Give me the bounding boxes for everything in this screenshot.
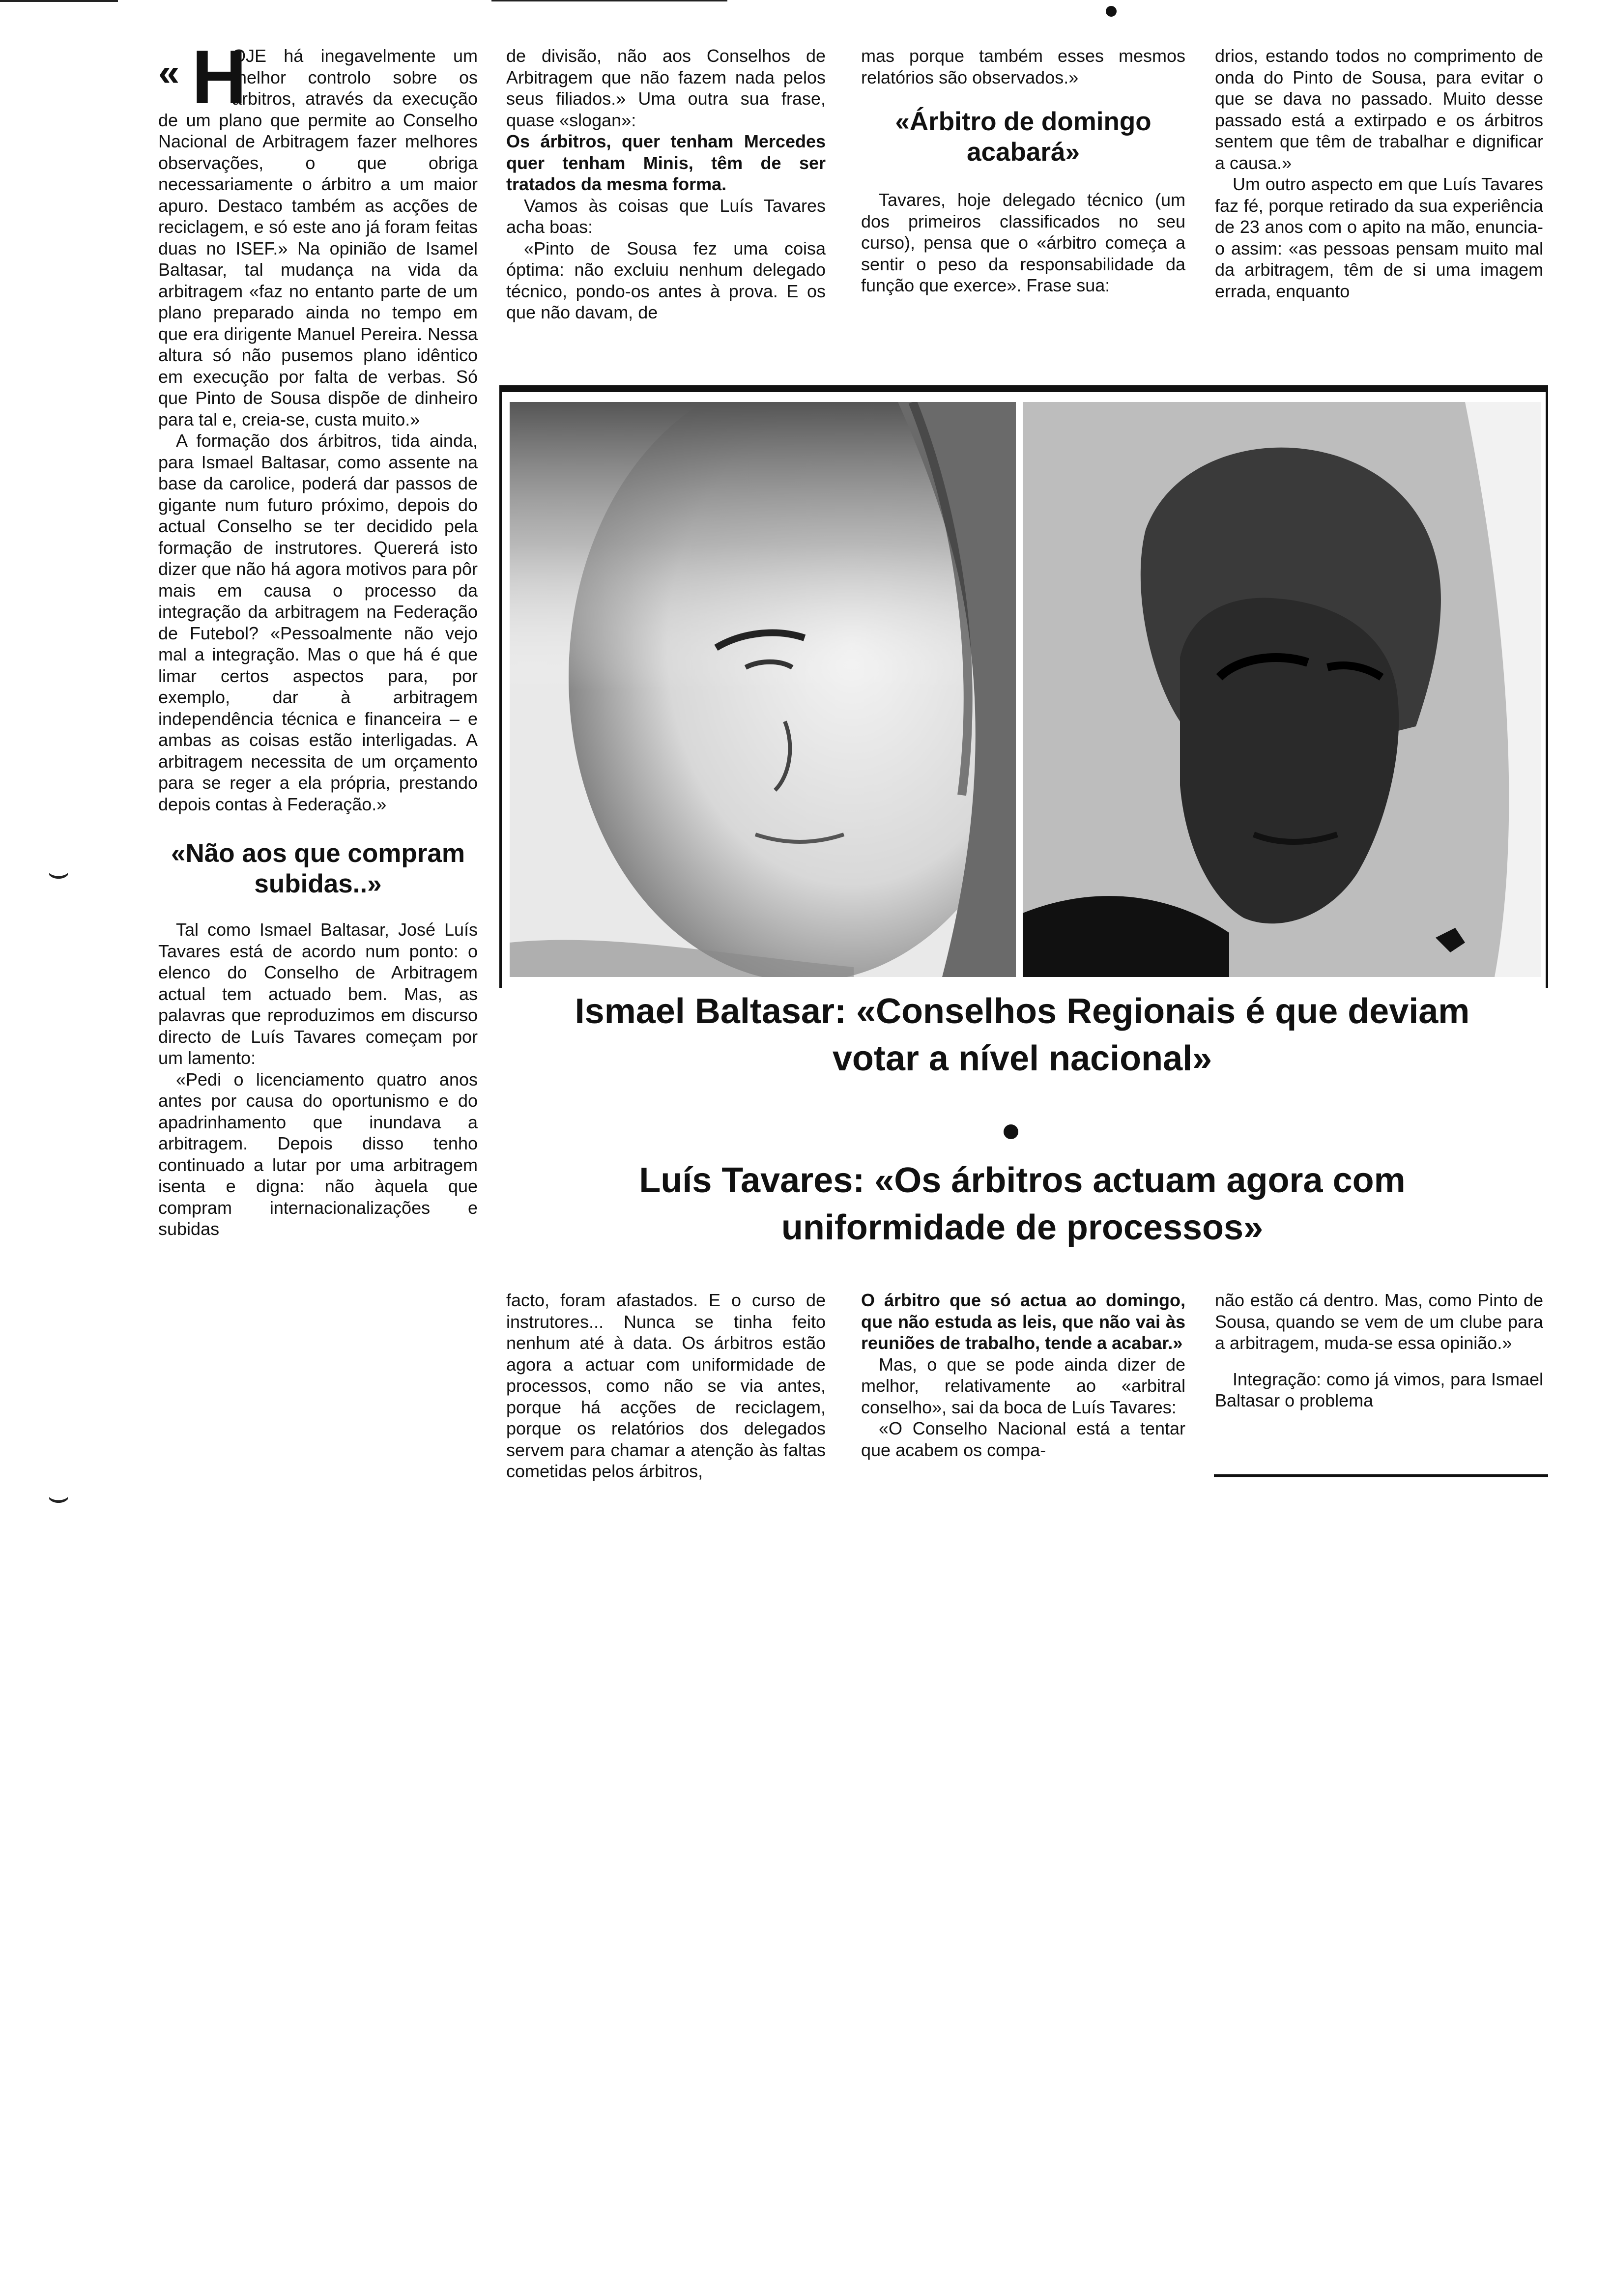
portrait-ismael-baltasar	[510, 402, 1016, 977]
column-3-top	[861, 45, 1185, 296]
column-2-bottom	[506, 1290, 826, 1482]
portrait-left-image	[510, 402, 1016, 977]
col2-paragraph-3: «Pinto de Sousa fez uma coisa óptima: não excluiu nenhum delegado técnico, pondo-os antes à prova. E os que não davam, de	[506, 238, 826, 322]
top-rule-left	[0, 0, 118, 2]
col2-paragraph-2: Vamos às coisas que Luís Tavares acha boas:	[506, 195, 826, 237]
top-bullet	[1106, 6, 1117, 17]
col4b-paragraph-2: Integração: como já vimos, para Ismael Baltasar o problema	[1215, 1369, 1543, 1410]
col3-paragraph-1: mas porque também esses mesmos relatórios são observados.»	[861, 46, 1185, 87]
column-4-bottom	[1215, 1290, 1543, 1411]
col1-paragraph-3: Tal como Ismael Baltasar, José Luís Tavares está de acordo num ponto: o elenco do Conselho de Arbitragem actual tem actuado bem. Mas, as palavras que reproduzimos em discurso directo de Luís Tavares começam por um lamento:	[158, 919, 478, 1068]
article-end-rule	[1214, 1474, 1548, 1477]
col4b-paragraph-1: não estão cá dentro. Mas, como Pinto de Sousa, quando se vem de um clube para a arbitragem, muda-se essa opinião.»	[1215, 1290, 1543, 1353]
col2-bold-quote: Os árbitros, quer tenham Mercedes quer tenham Minis, têm de ser tratados da mesma forma.	[506, 131, 826, 194]
dropcap-quote: «	[158, 51, 180, 94]
margin-mark: ⌣	[47, 1477, 70, 1516]
col1-paragraph-4: «Pedi o licenciamento quatro anos antes por causa do oportunismo e do apadrinhamento que inundava a arbitragem. Depois disso tenho continuado a lutar por uma arbitragem isenta e digna: não àquela que compram internacionalizações e subidas	[158, 1069, 478, 1239]
col3b-paragraph-1: Mas, o que se pode ainda dizer de melhor, relativamente ao «arbitral conselho», sai da boca de Luís Tavares:	[861, 1354, 1185, 1417]
dropcap-letter: H	[192, 34, 247, 119]
col1-paragraph-1: OJE há inegavelmente um melhor controlo sobre os árbitros, através da execução de um plano que permite ao Conselho Nacional de Arbitragem fazer melhores observações, o que obriga necessariamente o árbitro a um maior apuro. Destaco também as acções de reciclagem, e só este ano já foram feitas duas no ISEF.» Na opinião de Isamel Baltasar, tal mudança na vida da arbitragem «faz no entanto parte de um plano preparado ainda no tempo em que era dirigente Manuel Pereira. Nessa altura só não pusemos plano idêntico em execução por falta de verbas. Só que Pinto de Sousa dispõe de dinheiro para tal e, creia-se, custa muito.»	[158, 46, 478, 430]
top-rule-mid	[491, 0, 727, 1]
col4-paragraph-2: Um outro aspecto em que Luís Tavares faz fé, porque retirado da sua experiência de 23 anos com o apito na mão, enuncia-o assim: «as pessoas pensam muito mal da arbitragem, têm de si uma imagem errada, enquanto	[1215, 174, 1543, 301]
col2b-paragraph-1: facto, foram afastados. E o curso de instrutores... Nunca se tinha feito nenhum até à data. Os árbitros estão agora a actuar com uniformidade de processos, como não se via antes, porque há acções de reciclagem, porque os relatórios dos delegados servem para chamar a atenção às faltas cometidas pelos árbitros,	[506, 1290, 826, 1481]
subheading-nao-aos-que-compram: «Não aos que compram subidas..»	[171, 839, 465, 898]
col2-paragraph-1: de divisão, não aos Conselhos de Arbitragem que não fazem nada pelos seus filiados.» Uma outra sua frase, quase «slogan»:	[506, 46, 826, 130]
col3-paragraph-2: Tavares, hoje delegado técnico (um dos primeiros classificados no seu curso), pensa que o «árbitro começa a sentir o peso da responsabilidade da função que exerce». Frase sua:	[861, 190, 1185, 295]
portrait-right-image	[1023, 402, 1541, 977]
column-4-top	[1215, 45, 1543, 302]
headline-separator-bullet	[1004, 1124, 1018, 1139]
column-3-bottom	[861, 1290, 1185, 1461]
portrait-luis-tavares	[1023, 402, 1541, 977]
col3b-bold-quote: O árbitro que só actua ao domingo, que não estuda as leis, que não vai às reuniões de trabalho, tende a acabar.»	[861, 1290, 1185, 1353]
col3b-paragraph-2: «O Conselho Nacional está a tentar que acabem os compa-	[861, 1418, 1185, 1460]
col1-paragraph-2: A formação dos árbitros, tida ainda, para Ismael Baltasar, como assente na base da carolice, poderá dar passos de gigante num futuro próximo, depois do actual Conselho se ter decidido pela formação de instrutores. Quererá isto dizer que não há agora motivos para pôr mais em causa o processo da integração da arbitragem na Federação de Futebol? «Pessoalmente não vejo mal a integração. Mas o que há é que limar certos aspectos para, por exemplo, dar à arbitragem independência técnica e financeira – e ambas as coisas estão interligadas. A arbitragem necessita de um orçamento para se reger a ela própria, prestando depois contas à Federação.»	[158, 430, 478, 814]
photo-box	[499, 385, 1548, 988]
column-1	[158, 34, 478, 1240]
headline-ismael-baltasar: Ismael Baltasar: «Conselhos Regionais é que deviam votar a nível nacional»	[575, 992, 1470, 1078]
column-2-top	[506, 45, 826, 323]
margin-mark: ⌣	[47, 853, 70, 891]
headline-luis-tavares: Luís Tavares: «Os árbitros actuam agora com uniformidade de processos»	[639, 1161, 1406, 1247]
col4-paragraph-1: drios, estando todos no comprimento de onda do Pinto de Sousa, para evitar o que se dava no passado. Muito desse passado está a extirpado e os árbitros sentem que têm de trabalhar e dignificar a causa.»	[1215, 46, 1543, 173]
subheading-arbitro-de-domingo: «Árbitro de domingo acabará»	[895, 107, 1151, 167]
